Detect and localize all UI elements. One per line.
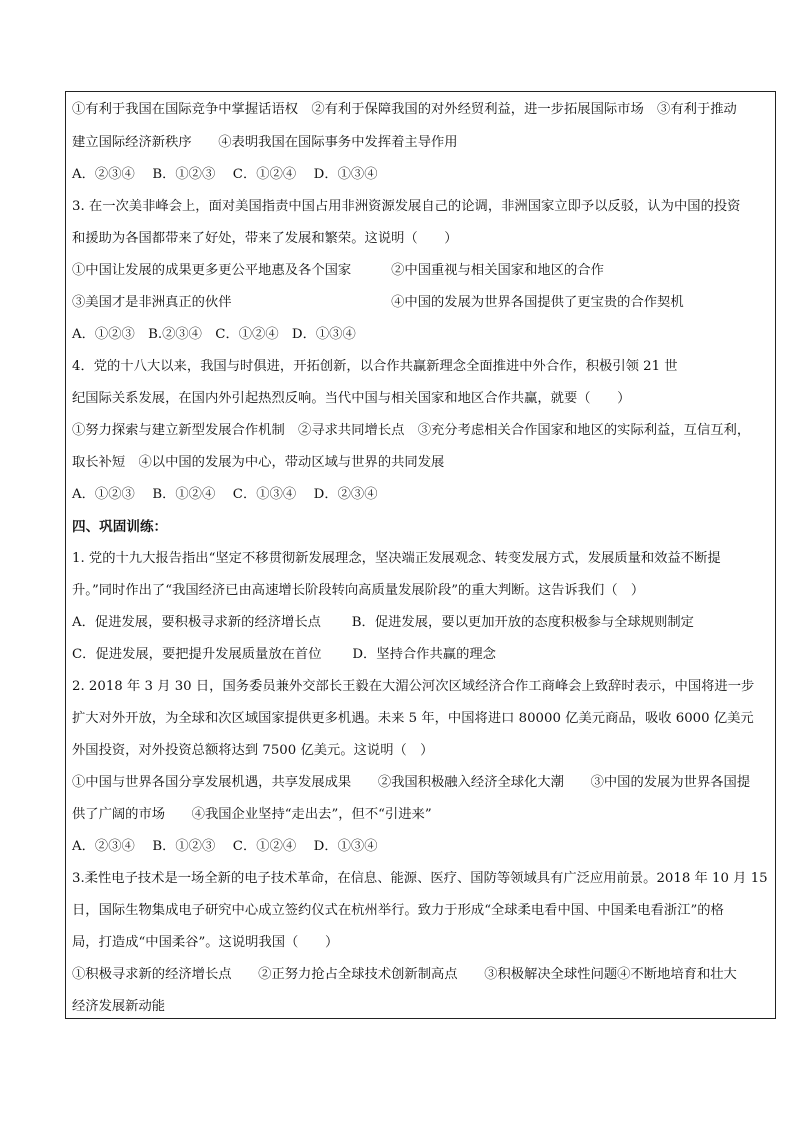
q4-stem-line-2: 纪国际关系发展，在国内外引起热烈反响。当代中国与相关国家和地区合作共赢，就要（ ） xyxy=(72,391,631,406)
q3-options-line-2: ③美国才是非洲真正的伙伴 ④中国的发展为世界各国提供了更宝贵的合作契机 xyxy=(72,295,684,310)
q4-options-line-1: ①努力探索与建立新型发展合作机制 ②寻求共同增长点 ③充分考虑相关合作国家和地区的实际利益，互信互利， xyxy=(72,423,751,438)
q2-options-line-1: ①有利于我国在国际竞争中掌握话语权 ②有利于保障我国的对外经贸利益，进一步拓展国际市场 ③有利于推动 xyxy=(72,102,737,117)
s4-q1-options-ab: A．促进发展，要积极寻求新的经济增长点 B．促进发展，要以更加开放的态度积极参与全球规则制定 xyxy=(72,615,694,630)
q4-stem-line-1: 4．党的十八大以来，我国与时俱进，开拓创新，以合作共赢新理念全面推进中外合作，积极引领 21 世 xyxy=(72,359,678,374)
s4-q2-answer-choices: A．②③④ B．①②③ C．①②④ D．①③④ xyxy=(72,839,378,854)
s4-q2-options-line-1: ①中国与世界各国分享发展机遇，共享发展成果 ②我国积极融入经济全球化大潮 ③中国的发展为世界各国提 xyxy=(72,775,751,790)
s4-q2-stem-line-3: 外国投资，对外投资总额将达到 7500 亿美元。这说明（ ） xyxy=(72,743,434,758)
q2-answer-choices: A．②③④ B．①②③ C．①②④ D．①③④ xyxy=(72,167,378,182)
q3-stem-line-2: 和援助为各国都带来了好处，带来了发展和繁荣。这说明（ ） xyxy=(72,231,458,246)
q3-options-line-1: ①中国让发展的成果更多更公平地惠及各个国家 ②中国重视与相关国家和地区的合作 xyxy=(72,263,604,278)
q4-answer-choices: A．①②③ B．①②④ C．①③④ D．②③④ xyxy=(72,487,378,502)
s4-q1-options-cd: C．促进发展，要把提升发展质量放在首位 D．坚持合作共赢的理念 xyxy=(72,647,496,662)
section-heading: 四、巩固训练： xyxy=(72,519,168,535)
s4-q3-stem-line-1: 3.柔性电子技术是一场全新的电子技术革命，在信息、能源、医疗、国防等领域具有广泛应用前景。2018 年 10 月 15 xyxy=(72,871,768,886)
s4-q3-stem-line-3: 局，打造成“中国柔谷”。这说明我国（ ） xyxy=(72,935,339,950)
s4-q3-options-line-1: ①积极寻求新的经济增长点 ②正努力抢占全球技术创新制高点 ③积极解决全球性问题④不断地培育和壮大 xyxy=(72,967,737,982)
s4-q2-stem-line-2: 扩大对外开放，为全球和次区域国家提供更多机遇。未来 5 年，中国将进口 80000 亿美元商品，吸收 6000 亿美元 xyxy=(72,711,754,726)
s4-q3-stem-line-2: 日，国际生物集成电子研究中心成立签约仪式在杭州举行。致力于形成“全球柔电看中国、中国柔电看浙江”的格 xyxy=(72,903,724,918)
s4-q3-options-line-2: 经济发展新动能 xyxy=(72,999,166,1014)
q4-options-line-2: 取长补短 ④以中国的发展为中心，带动区域与世界的共同发展 xyxy=(72,455,445,470)
q3-stem-line-1: 3. 在一次美非峰会上，面对美国指责中国占用非洲资源发展自己的论调，非洲国家立即予以反驳，认为中国的投资 xyxy=(72,199,741,214)
s4-q1-stem-line-1: 1. 党的十九大报告指出“坚定不移贯彻新发展理念，坚决端正发展观念、转变发展方式，发展质量和效益不断提 xyxy=(72,551,721,566)
s4-q2-options-line-2: 供了广阔的市场 ④我国企业坚持“走出去”，但不“引进来” xyxy=(72,807,432,822)
s4-q2-stem-line-1: 2. 2018 年 3 月 30 日，国务委员兼外交部长王毅在大湄公河次区域经济合作工商峰会上致辞时表示，中国将进一步 xyxy=(72,679,755,694)
q2-options-line-2: 建立国际经济新秩序 ④表明我国在国际事务中发挥着主导作用 xyxy=(72,135,458,150)
q3-answer-choices: A．①②③ B.②③④ C．①②④ D．①③④ xyxy=(72,327,356,342)
s4-q1-stem-line-2: 升。”同时作出了“我国经济已由高速增长阶段转向高质量发展阶段”的重大判断。这告诉我们（ ） xyxy=(72,583,645,598)
